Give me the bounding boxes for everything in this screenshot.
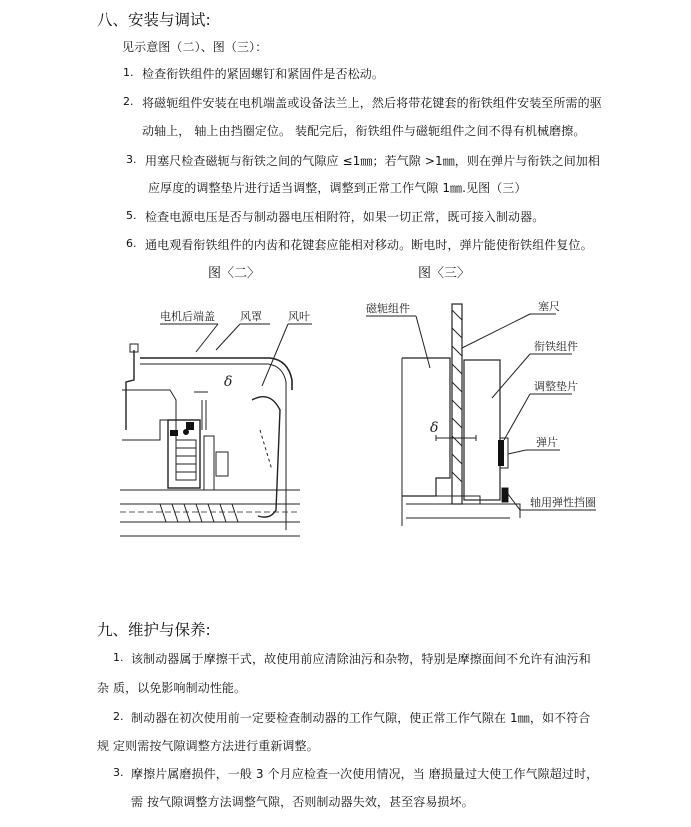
fig3-yoke-label: 磁轭组件 <box>366 302 410 315</box>
fig3-shim-label: 调整垫片 <box>534 380 578 393</box>
fig3-spring-label: 弹片 <box>536 436 558 449</box>
section-9-title: 九、维护与保养: <box>97 621 211 639</box>
section-8-intro: 见示意图（二）、图（三）： <box>122 40 268 54</box>
item-number: 1. <box>113 651 124 664</box>
fig3-feeler-label: 塞尺 <box>538 300 560 313</box>
fig2-fan-blade-label: 风叶 <box>288 310 310 323</box>
item-text: 检查电源电压是否与制动器电压相附符，如果一切正常，既可接入制动器。 <box>145 210 545 224</box>
fig3-circlip-label: 轴用弹性挡圈 <box>530 496 596 509</box>
item-text: 摩擦片属磨损件，一般 3 个月应检查一次使用情况，当 磨损量过大使工作气隙超过时， <box>131 767 599 781</box>
item-text: 用塞尺检查磁轭与衔铁之间的气隙应 ≤1㎜；若气隙 >1㎜，则在弹片与衔铁之间加相 <box>145 154 601 168</box>
item-text: 将磁轭组件安装在电机端盖或设备法兰上，然后将带花键套的衔铁组件安装至所需的驱 <box>142 96 602 110</box>
item-text: 检查衔铁组件的紧固螺钉和紧固件是否松动。 <box>142 67 385 81</box>
item-text: 应厚度的调整垫片进行适当调整，调整到正常工作气隙 1㎜.见图（三） <box>148 181 527 195</box>
fig2-end-cover-label: 电机后端盖 <box>160 310 215 323</box>
figure-2-caption: 图〈二〉 <box>208 266 261 281</box>
item-text: 制动器在初次使用前一定要检查制动器的工作气隙，使正常工作气隙在 1㎜，如不符合 <box>131 711 591 725</box>
figure-3-caption: 图〈三〉 <box>418 266 471 281</box>
item-number: 3. <box>113 766 124 779</box>
item-text: 规 定则需按气隙调整方法进行重新调整。 <box>97 739 319 753</box>
item-text: 动轴上， 轴上由挡圈定位。 装配完后，衔铁组件与磁轭组件之间不得有机械磨擦。 <box>142 124 586 138</box>
fig3-armature-label: 衔铁组件 <box>534 340 578 353</box>
fig3-gap-symbol: δ <box>430 420 439 436</box>
item-number: 2. <box>123 95 134 108</box>
item-number: 2. <box>113 710 124 723</box>
fig2-gap-symbol: δ <box>224 374 233 390</box>
item-number: 1. <box>123 66 134 79</box>
item-text: 杂 质，以免影响制动性能。 <box>97 681 247 695</box>
fig2-fan-cover-label: 风罩 <box>240 310 262 323</box>
figure-3-diagram <box>360 288 610 538</box>
item-number: 3. <box>126 153 137 166</box>
item-text: 该制动器属于摩擦干式，故使用前应清除油污和杂物，特别是摩擦面间不允许有油污和 <box>131 652 591 666</box>
item-text: 通电观看衔铁组件的内齿和花键套应能相对移动。断电时，弹片能使衔铁组件复位。 <box>145 238 593 252</box>
section-8-title: 八、安装与调试: <box>97 11 211 29</box>
item-number: 5. <box>126 209 137 222</box>
figure-2-diagram <box>120 290 320 550</box>
item-number: 6. <box>126 237 137 250</box>
item-text: 需 按气隙调整方法调整气隙，否则制动器失效，甚至容易损坏。 <box>131 795 474 809</box>
